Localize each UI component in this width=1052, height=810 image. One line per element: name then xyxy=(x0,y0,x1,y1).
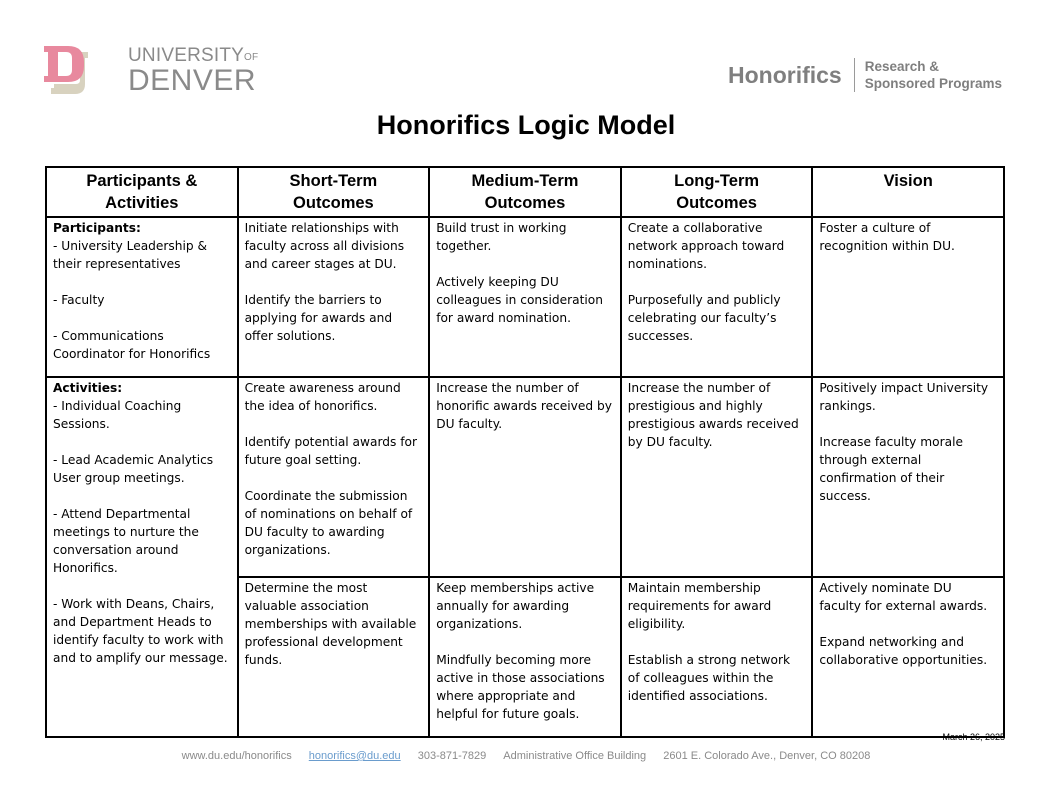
outcome-text: Determine the most valuable association memberships with available professional development funds. xyxy=(244,581,417,667)
medium-term-cell xyxy=(429,577,621,737)
vision-text: Foster a culture of recognition within DU. xyxy=(819,221,955,253)
column-header-short-term xyxy=(238,167,430,217)
activity-item: - Attend Departmental meetings to nurture the conversation around Honorifics. xyxy=(53,507,199,575)
brand-header xyxy=(728,58,1002,92)
document-date: March 26, 2025 xyxy=(942,732,1005,742)
column-header-line: Vision xyxy=(883,172,933,190)
logo-wordmark xyxy=(128,46,258,96)
short-term-cell xyxy=(238,217,430,377)
medium-term-cell xyxy=(429,217,621,377)
logic-model-table xyxy=(45,166,1005,738)
activities-heading: Activities: xyxy=(53,381,123,395)
activities-cell xyxy=(46,377,238,737)
vision-text: Expand networking and collaborative opportunities. xyxy=(819,635,988,667)
outcome-text: Increase the number of honorific awards received by DU faculty. xyxy=(436,381,612,431)
footer xyxy=(0,750,1052,762)
vision-cell xyxy=(812,217,1004,377)
activity-item: - Work with Deans, Chairs, and Department Heads to identify faculty to work with and to amplify our message. xyxy=(53,597,228,665)
brand-subtitle-line2: Sponsored Programs xyxy=(864,76,1002,91)
medium-term-cell xyxy=(429,377,621,577)
outcome-text: Purposefully and publicly celebrating our faculty’s successes. xyxy=(627,293,781,343)
outcome-text: Identify the barriers to applying for awards and offer solutions. xyxy=(244,293,393,343)
footer-email-link[interactable]: honorifics@du.edu xyxy=(308,750,401,762)
vision-cell xyxy=(812,377,1004,577)
column-header-line: Short-Term xyxy=(289,172,378,190)
du-logo-mark-icon xyxy=(44,44,114,94)
vision-text: Positively impact University rankings. xyxy=(819,381,989,413)
participants-cell xyxy=(46,217,238,377)
long-term-cell xyxy=(621,577,813,737)
outcome-text: Actively keeping DU colleagues in consideration for award nomination. xyxy=(436,275,603,325)
vision-cell xyxy=(812,577,1004,737)
table-row xyxy=(46,377,1004,577)
activity-item: - Lead Academic Analytics User group meetings. xyxy=(53,453,214,485)
column-header-long-term xyxy=(621,167,813,217)
column-header-line: Outcomes xyxy=(484,194,566,212)
university-of-denver-logo xyxy=(44,44,259,97)
column-header-line: Outcomes xyxy=(293,194,374,212)
participant-item: - Communications Coordinator for Honorifics xyxy=(53,329,211,361)
table-header-row xyxy=(46,167,1004,217)
vision-text: Increase faculty morale through external confirmation of their success. xyxy=(819,435,963,503)
outcome-text: Create a collaborative network approach toward nominations. xyxy=(627,221,785,271)
logo-line1: UNIVERSITY xyxy=(128,45,245,66)
participants-heading: Participants: xyxy=(53,221,141,235)
outcome-text: Keep memberships active annually for awarding organizations. xyxy=(436,581,595,631)
participant-item: - University Leadership & their representatives xyxy=(53,239,207,271)
long-term-cell xyxy=(621,217,813,377)
outcome-text: Initiate relationships with faculty across all divisions and career stages at DU. xyxy=(244,221,405,271)
short-term-cell xyxy=(238,577,430,737)
brand-subtitle xyxy=(865,58,1002,92)
outcome-text: Create awareness around the idea of honorifics. xyxy=(244,381,401,413)
logo-of: OF xyxy=(244,52,259,63)
outcome-text: Maintain membership requirements for award eligibility. xyxy=(627,581,772,631)
short-term-cell xyxy=(238,377,430,577)
outcome-text: Mindfully becoming more active in those associations where appropriate and helpful for future goals. xyxy=(436,653,605,721)
vision-text: Actively nominate DU faculty for external awards. xyxy=(819,581,988,613)
column-header-vision xyxy=(812,167,1004,217)
outcome-text: Establish a strong network of colleagues within the identified associations. xyxy=(627,653,791,703)
column-header-medium-term xyxy=(429,167,621,217)
long-term-cell xyxy=(621,377,813,577)
logo-line2: DENVER xyxy=(128,64,257,97)
page-title: Honorifics Logic Model xyxy=(376,110,676,140)
outcome-text: Increase the number of prestigious and highly prestigious awards received by DU faculty. xyxy=(627,381,799,449)
activity-item: - Individual Coaching Sessions. xyxy=(53,399,182,431)
outcome-text: Build trust in working together. xyxy=(436,221,567,253)
brand-subtitle-line1: Research & xyxy=(864,59,940,74)
column-header-line: Activities xyxy=(105,194,179,212)
outcome-text: Identify potential awards for future goal setting. xyxy=(244,435,417,467)
column-header-participants xyxy=(46,167,238,217)
column-header-line: Participants & xyxy=(86,172,198,190)
outcome-text: Coordinate the submission of nominations on behalf of DU faculty to awarding organizations. xyxy=(244,489,413,557)
brand-title: Honorifics xyxy=(727,61,842,88)
column-header-line: Medium-Term xyxy=(471,172,579,190)
brand-divider xyxy=(854,58,855,92)
column-header-line: Outcomes xyxy=(676,194,757,212)
footer-phone: 303-871-7829 xyxy=(417,750,487,762)
participant-item: - Faculty xyxy=(53,293,105,307)
footer-building: Administrative Office Building xyxy=(503,750,647,762)
column-header-line: Long-Term xyxy=(674,172,760,190)
footer-website[interactable]: www.du.edu/honorifics xyxy=(181,750,292,762)
table-row xyxy=(46,217,1004,377)
footer-address: 2601 E. Colorado Ave., Denver, CO 80208 xyxy=(663,750,871,762)
